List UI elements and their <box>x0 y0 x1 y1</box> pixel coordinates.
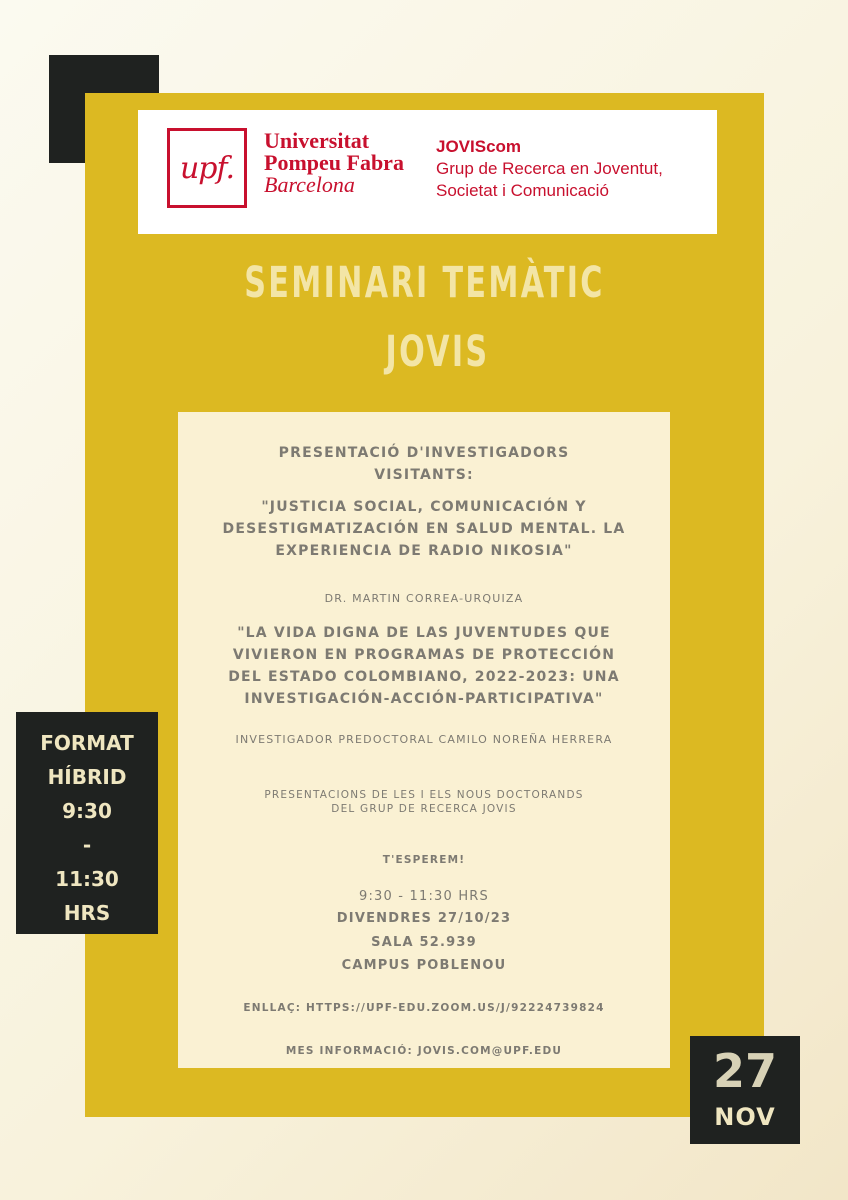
logo-header <box>138 110 717 234</box>
invite-text: T'ESPEREM! <box>382 854 466 866</box>
event-time: 9:30 - 11:30 HRS <box>358 889 489 904</box>
university-name <box>264 130 404 196</box>
format-line6: HRS <box>63 901 111 925</box>
format-line4: - <box>82 833 92 857</box>
seminar-title-line1: SEMINARI TEMÀTIC <box>244 258 605 308</box>
talk1-line3: EXPERIENCIA DE RADIO NIKOSIA" <box>275 543 573 559</box>
speaker2: INVESTIGADOR PREDOCTORAL CAMILO NOREÑA HERRERA <box>235 733 613 746</box>
event-campus: CAMPUS POBLENOU <box>341 958 507 973</box>
group-name: JOVIScom <box>436 137 522 156</box>
presentations-line1: PRESENTACIONS DE LES I ELS NOUS DOCTORANDS <box>264 789 584 801</box>
format-line5: 11:30 <box>55 867 119 891</box>
university-line1: Universitat <box>264 128 370 153</box>
university-line2: Pompeu Fabra <box>264 150 404 175</box>
university-city: Barcelona <box>264 172 355 197</box>
heading-line2: VISITANTS: <box>374 467 474 483</box>
talk1-line1: "JUSTICIA SOCIAL, COMUNICACIÓN Y <box>261 499 587 515</box>
heading-line1: PRESENTACIÓ D'INVESTIGADORS <box>278 445 570 461</box>
upf-logo-mark <box>167 128 247 208</box>
seminar-title-line2: JOVIS <box>385 327 490 377</box>
talk2-title <box>198 622 650 710</box>
talk2-line1: "LA VIDA DIGNA DE LAS JUVENTUDES QUE <box>237 625 611 641</box>
event-details-card <box>178 412 670 1068</box>
zoom-link[interactable]: ENLLAÇ: HTTPS://UPF-EDU.ZOOM.US/J/92224739824 <box>243 1002 605 1014</box>
group-desc-line1: Grup de Recerca en Joventut, <box>436 159 663 178</box>
group-desc-line2: Societat i Comunicació <box>436 181 609 200</box>
date-month: NOV <box>714 1103 776 1131</box>
format-line1: FORMAT <box>40 731 134 755</box>
format-line2: HÍBRID <box>47 765 127 789</box>
speaker1: DR. MARTIN CORREA-URQUIZA <box>324 592 524 605</box>
upf-logo-text: upf. <box>179 150 235 186</box>
presentations-line2: DEL GRUP DE RECERCA JOVIS <box>331 803 517 815</box>
presentation-heading <box>198 442 650 486</box>
format-badge <box>16 712 158 934</box>
talk1-title <box>198 496 650 562</box>
date-badge <box>690 1036 800 1144</box>
event-room: SALA 52.939 <box>371 935 477 950</box>
talk2-line4: INVESTIGACIÓN-ACCIÓN-PARTICIPATIVA" <box>244 691 604 707</box>
talk1-line2: DESESTIGMATIZACIÓN EN SALUD MENTAL. LA <box>222 521 626 537</box>
date-day: 27 <box>712 1044 777 1098</box>
talk2-line2: VIVIERON EN PROGRAMAS DE PROTECCIÓN <box>232 647 616 663</box>
event-date: DIVENDRES 27/10/23 <box>336 911 512 926</box>
format-line3: 9:30 <box>62 799 112 823</box>
research-group-logo <box>436 136 663 202</box>
talk2-line3: DEL ESTADO COLOMBIANO, 2022-2023: UNA <box>228 669 620 685</box>
contact-info[interactable]: MES INFORMACIÓ: JOVIS.COM@UPF.EDU <box>285 1045 563 1057</box>
doctoral-presentations <box>198 788 650 816</box>
